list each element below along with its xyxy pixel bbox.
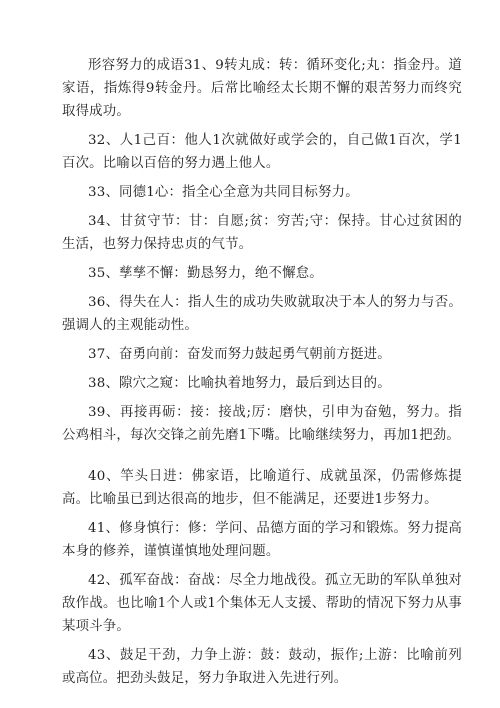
paragraph-32: 32、人1己百：他人1次就做好或学会的，自己做1百次，学1百次。比喻以百倍的努力遇上他人。 (62, 133, 462, 171)
paragraph-40: 40、竿头日进：佛家语，比喻道行、成就虽深，仍需修炼提高。比喻虽已到达很高的地步，但不能满足，还要进1步努力。 (62, 469, 462, 507)
paragraph-38: 38、隙穴之窥：比喻执着地努力，最后到达目的。 (88, 376, 391, 391)
paragraph-33: 33、同德1心：指全心全意为共同目标努力。 (88, 185, 359, 200)
paragraph-41: 41、修身慎行：修：学问、品德方面的学习和锻炼。努力提高本身的修养，谨慎谨慎地处理问题。 (62, 521, 462, 559)
paragraph-39: 39、再接再砺：接：接战;厉：磨快，引申为奋勉，努力。指公鸡相斗，每次交锋之前先磨1下嘴。比喻继续努力，再加1把劲。 (62, 405, 462, 443)
paragraph-31: 形容努力的成语31、9转丸成：转：循环变化;丸：指金丹。道家语，指炼得9转金丹。后常比喻经太长期不懈的艰苦努力而终究取得成功。 (62, 58, 462, 119)
paragraph-43: 43、鼓足干劲，力争上游：鼓：鼓动，振作;上游：比喻前列或高位。把劲头鼓足，努力争取进入先进行列。 (62, 648, 462, 686)
paragraph-36: 36、得失在人：指人生的成功失败就取决于本人的努力与否。强调人的主观能动性。 (62, 295, 462, 333)
section-gap (62, 453, 462, 465)
paragraph-35: 35、孳孳不懈：勤恳努力，绝不懈怠。 (88, 266, 323, 281)
paragraph-42: 42、孤军奋战：奋战：尽全力地战役。孤立无助的军队单独对敌作战。也比喻1个人或1个集体无人支援、帮助的情况下努力从事某项斗争。 (62, 573, 462, 634)
paragraph-37: 37、奋勇向前：奋发而努力鼓起勇气朝前方挺进。 (88, 347, 391, 362)
paragraph-34: 34、甘贫守节：甘：自愿;贫：穷苦;守：保持。甘心过贫困的生活，也努力保持忠贞的气节。 (62, 214, 462, 252)
